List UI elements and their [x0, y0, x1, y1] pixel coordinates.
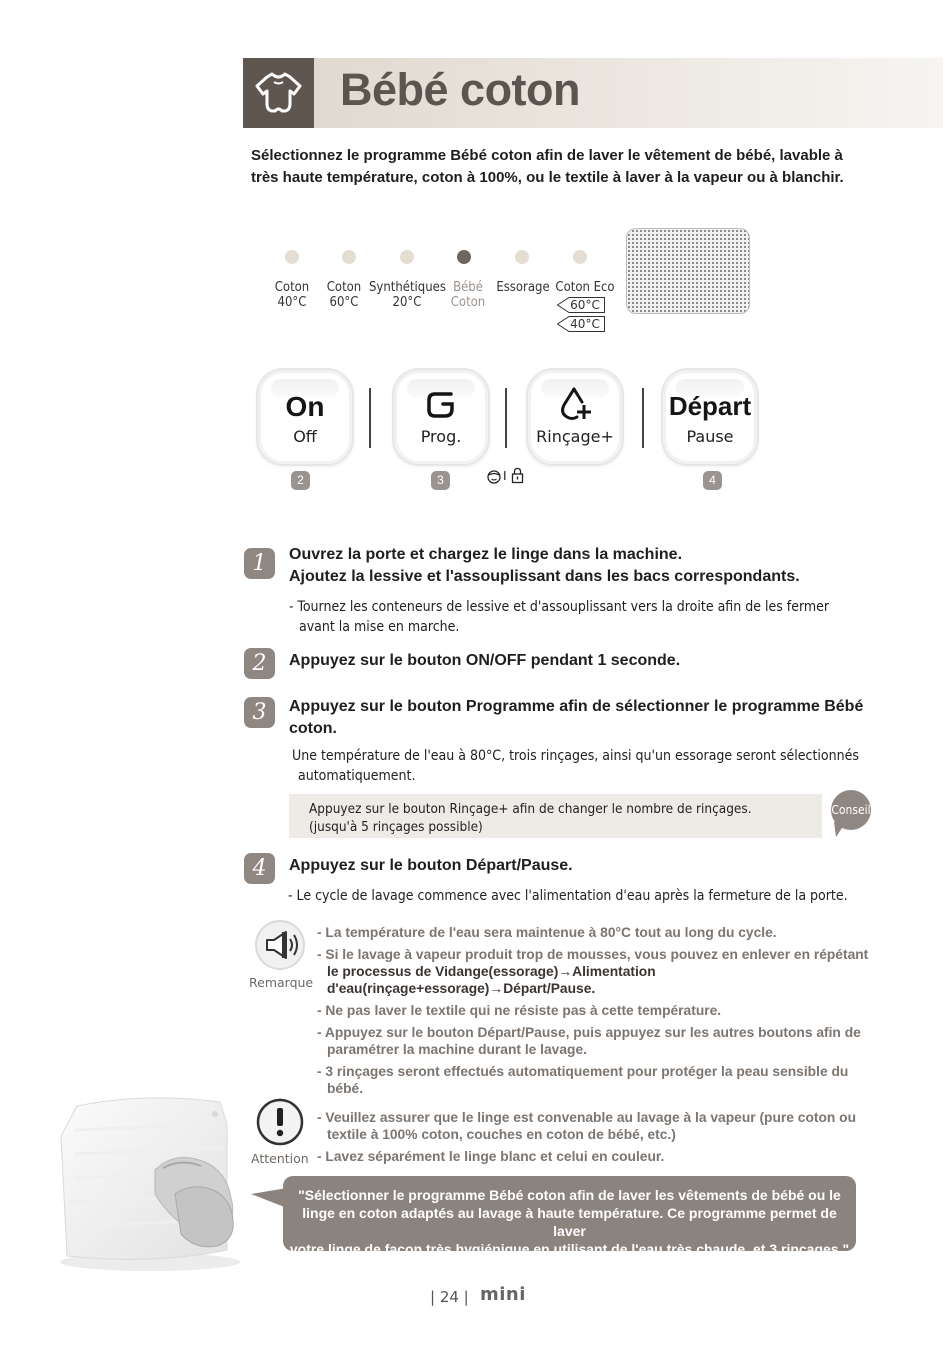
remark-item: [317, 946, 897, 997]
program-label-coton-60: Coton 60°C: [326, 280, 362, 310]
step-number-4: 4: [244, 853, 275, 884]
program-label-coton-eco: Coton Eco: [555, 280, 615, 295]
button-separator: [369, 388, 371, 448]
baby-onesie-icon: [243, 58, 314, 128]
program-dot-coton-40: [285, 250, 299, 264]
start-pause-sub-label: Pause: [686, 427, 734, 446]
step-number-2: 2: [244, 648, 275, 679]
attention-item: [317, 1109, 897, 1143]
program-dot-coton-eco: [573, 250, 587, 264]
remark-line: - Ne pas laver le textile qui ne résiste pas à cette température.: [317, 1003, 722, 1018]
rinse-plus-button[interactable]: [531, 373, 619, 461]
quote-line: linge en coton adaptés au lavage à haute température. Ce programme permet de laver: [302, 1205, 837, 1239]
rinse-plus-sub-label: Rinçage+: [536, 427, 614, 446]
step-3-title: [289, 696, 863, 740]
remark-line: le processus de Vidange(essorage)→Alimentation: [327, 964, 656, 979]
remark-item: [317, 924, 897, 941]
step-4-note: - Le cycle de lavage commence avec l'alimentation d'eau après la fermeture de la porte.: [288, 888, 848, 904]
button-separator: [642, 388, 644, 448]
step-1-title-line: Ajoutez la lessive et l'assouplissant dans les bacs correspondants.: [289, 568, 800, 585]
header-icon-box: [243, 58, 314, 128]
remark-caption: Remarque: [249, 975, 314, 990]
padlock-icon: [511, 467, 524, 484]
step-number-1: 1: [244, 548, 275, 579]
program-label-synthetiques: Synthétiques 20°C: [369, 280, 446, 310]
remark-line: - 3 rinçages seront effectués automatiquement pour protéger la peau sensible du: [317, 1064, 849, 1079]
program-dot-bebe-coton: [457, 250, 471, 264]
quote-text: [286, 1186, 853, 1258]
step-3-note: [292, 746, 859, 786]
button-number-badge: 3: [431, 471, 450, 490]
step-2-title: Appuyez sur le bouton ON/OFF pendant 1 seconde.: [289, 652, 681, 669]
tip-text-line: (jusqu'à 5 rinçages possible): [309, 819, 483, 835]
quote-bubble-tail: [251, 1188, 287, 1210]
remark-line: paramétrer la machine durant le lavage.: [327, 1042, 587, 1057]
button-number-badge: 2: [291, 471, 310, 490]
on-off-sub-label: Off: [293, 427, 317, 446]
attention-line: - Veuillez assurer que le linge est convenable au lavage à la vapeur (pure coton ou: [317, 1110, 857, 1125]
step-3-title-line: Appuyez sur le bouton Programme afin de sélectionner le programme Bébé: [289, 698, 864, 715]
page-number: | 24 |: [430, 1288, 469, 1306]
remark-item: [317, 1024, 897, 1058]
program-label-bebe-coton: Bébé Coton: [450, 280, 486, 310]
water-drop-plus-icon: [559, 386, 593, 422]
model-name: mini: [480, 1284, 526, 1305]
attention-line: textile à 100% coton, couches en coton de bébé, etc.): [327, 1127, 676, 1142]
remark-line: - Si le lavage à vapeur produit trop de mousses, vous pouvez en enlever en répétant: [317, 947, 869, 962]
step-1-note-line: - Tournez les conteneurs de lessive et d'assouplissant vers la droite afin de les fermer: [289, 599, 830, 615]
button-separator: [505, 388, 507, 448]
remark-item: [317, 1063, 897, 1097]
megaphone-icon: [254, 919, 306, 971]
tip-badge: Conseil: [831, 790, 871, 830]
program-label-essorage: Essorage: [496, 280, 550, 295]
program-dot-synthetiques: [400, 250, 414, 264]
tip-text: [309, 800, 752, 836]
eco-temp-40: 40°C: [570, 317, 600, 331]
attention-caption: Attention: [251, 1151, 309, 1166]
program-dot-essorage: [515, 250, 529, 264]
lock-separator: I: [503, 468, 507, 483]
step-3-note-line: Une température de l'eau à 80°C, trois rinçages, ainsi qu'un essorage seront sélectionnés: [292, 748, 859, 764]
step-3-note-line: automatiquement.: [298, 768, 416, 784]
program-button[interactable]: [397, 373, 485, 461]
remark-line: - Appuyez sur le bouton Départ/Pause, puis appuyez sur les autres boutons afin de: [317, 1025, 861, 1040]
tip-text-line: Appuyez sur le bouton Rinçage+ afin de changer le nombre de rinçages.: [309, 801, 752, 817]
remark-item: [317, 1002, 897, 1019]
display-grille: [626, 228, 750, 314]
attention-icon: [254, 1094, 306, 1146]
start-pause-button[interactable]: [666, 373, 754, 461]
remark-line: - La température de l'eau sera maintenue à 80°C tout au long du cycle.: [317, 925, 777, 940]
start-pause-main-label: Départ: [668, 391, 752, 421]
quote-line: votre linge de façon très hygiénique en utilisant de l'eau très chaude, et 3 rinçages.": [289, 1241, 850, 1257]
step-1-title-line: Ouvrez la porte et chargez le linge dans la machine.: [289, 546, 683, 563]
page-title: Bébé coton: [340, 64, 581, 115]
child-lock-face-icon: [487, 470, 501, 484]
quote-line: "Sélectionner le programme Bébé coton afin de laver les vêtements de bébé ou le: [298, 1187, 841, 1203]
attention-item: [317, 1148, 897, 1165]
remark-line: bébé.: [327, 1081, 364, 1096]
on-off-button[interactable]: [261, 373, 349, 461]
step-1-title: [289, 544, 800, 588]
baby-clothes-photo: [55, 1090, 250, 1275]
program-icon: [425, 389, 457, 421]
button-number-badge: 4: [703, 471, 722, 490]
eco-temp-60: 60°C: [570, 298, 600, 312]
step-1-note-line: avant la mise en marche.: [299, 619, 460, 635]
on-off-main-label: On: [285, 391, 325, 422]
attention-list: [317, 1109, 897, 1165]
program-label-coton-40: Coton 40°C: [274, 280, 310, 310]
step-3-title-line: coton.: [289, 720, 337, 737]
step-4-title: Appuyez sur le bouton Départ/Pause.: [289, 857, 573, 874]
step-1-note: [289, 597, 829, 637]
remark-list: [317, 924, 897, 1097]
step-number-3: 3: [244, 697, 275, 728]
program-sub-label: Prog.: [420, 427, 462, 446]
program-dot-coton-60: [342, 250, 356, 264]
remark-line: d'eau(rinçage+essorage)→Départ/Pause.: [327, 981, 596, 996]
attention-line: - Lavez séparément le linge blanc et celui en couleur.: [317, 1149, 665, 1164]
intro-text: Sélectionnez le programme Bébé coton afin de laver le vêtement de bébé, lavable à très haute température, coton à 100%, ou le textile à laver à la vapeur ou à blanchir.: [251, 147, 844, 186]
